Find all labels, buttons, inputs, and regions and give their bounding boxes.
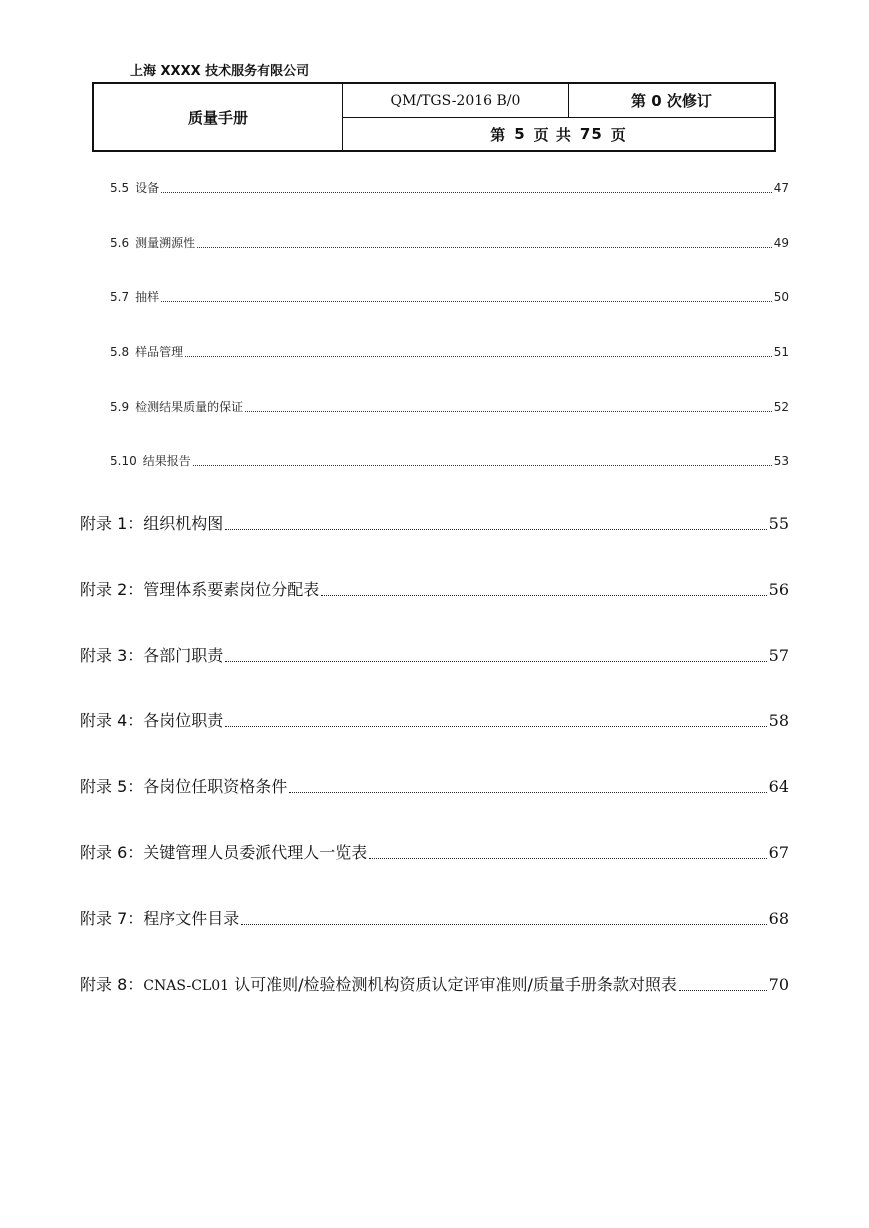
toc-entry-number: 5.5 <box>110 181 130 195</box>
dot-leader <box>225 528 766 530</box>
document-header-table <box>92 82 776 152</box>
toc-appendix-page: 58 <box>768 711 789 730</box>
toc-appendix-page: 57 <box>768 646 789 665</box>
manual-title: 质量手册 <box>94 84 343 150</box>
dot-leader <box>245 410 772 412</box>
page-prefix: 第 <box>490 125 507 144</box>
toc-appendix-page: 67 <box>768 843 789 862</box>
toc-entry-number: 5.6 <box>110 236 130 250</box>
toc-entry-page: 49 <box>773 236 789 250</box>
toc-entry-title: 检测结果质量的保证 <box>135 400 244 414</box>
toc-entry-5-10[interactable] <box>110 452 789 469</box>
toc-appendix-page: 70 <box>768 975 789 994</box>
dot-leader <box>161 300 772 302</box>
toc-entry-page: 53 <box>773 454 789 468</box>
dot-leader <box>225 725 766 727</box>
dot-leader <box>289 791 766 793</box>
toc-entry-5-8[interactable] <box>110 343 789 360</box>
toc-appendix-title: 附录 4：各岗位职责 <box>80 711 224 730</box>
page-mid: 页 共 <box>533 125 572 144</box>
toc-entry-title: 设备 <box>135 181 160 195</box>
revision-label: 第 0 次修订 <box>569 84 774 118</box>
toc-entry-number: 5.10 <box>110 454 137 468</box>
dot-leader <box>321 594 766 596</box>
page-indicator <box>343 118 774 150</box>
toc-appendix-6[interactable] <box>80 840 789 863</box>
toc-appendix-7[interactable] <box>80 906 789 929</box>
toc-entry-5-6[interactable] <box>110 234 789 251</box>
toc-appendix-title: 附录 1：组织机构图 <box>80 514 224 533</box>
toc-entry-title: 测量溯源性 <box>135 236 196 250</box>
toc-appendix-5[interactable] <box>80 774 789 797</box>
toc-appendix-8[interactable] <box>80 972 789 995</box>
toc-appendix-title <box>80 972 677 995</box>
company-name: 上海 XXXX 技术服务有限公司 <box>130 64 310 79</box>
toc-appendix-3[interactable] <box>80 643 789 666</box>
dot-leader <box>679 989 767 991</box>
toc-appendix-code: CNAS-CL01 <box>143 978 230 994</box>
dot-leader <box>369 857 766 859</box>
dot-leader <box>197 246 772 248</box>
toc-entry-number: 5.7 <box>110 290 130 304</box>
toc-entry-page: 51 <box>773 345 789 359</box>
dot-leader <box>225 660 766 662</box>
toc-appendix-title: 附录 7：程序文件目录 <box>80 909 240 928</box>
toc-entry-5-5[interactable] <box>110 179 789 196</box>
toc-appendix-prefix: 附录 8： <box>80 975 144 994</box>
document-code: QM/TGS-2016 B/0 <box>343 84 569 118</box>
toc-entry-5-7[interactable] <box>110 288 789 305</box>
toc-appendix-title: 附录 3：各部门职责 <box>80 646 224 665</box>
toc-entry-title: 结果报告 <box>142 454 191 468</box>
toc-entry-page: 52 <box>773 400 789 414</box>
toc-entry-title: 抽样 <box>135 290 160 304</box>
toc-appendix-4[interactable] <box>80 708 789 731</box>
toc-appendix-page: 68 <box>768 909 789 928</box>
toc-appendix-page: 55 <box>768 514 789 533</box>
page-number: 5 <box>514 125 526 143</box>
toc-entry-page: 47 <box>773 181 789 195</box>
page-suffix: 页 <box>610 125 627 144</box>
page-total: 75 <box>579 125 603 143</box>
toc-appendix-2[interactable] <box>80 577 789 600</box>
toc-entry-number: 5.9 <box>110 400 130 414</box>
toc-appendix-rest: 认可准则/检验检测机构资质认定评审准则/质量手册条款对照表 <box>229 975 677 994</box>
toc-appendix-1[interactable] <box>80 511 789 534</box>
toc-entry-page: 50 <box>773 290 789 304</box>
toc-entry-number: 5.8 <box>110 345 130 359</box>
dot-leader <box>161 191 772 193</box>
dot-leader <box>185 355 772 357</box>
toc-entry-5-9[interactable] <box>110 398 789 415</box>
toc-appendix-title: 附录 2：管理体系要素岗位分配表 <box>80 580 320 599</box>
dot-leader <box>241 923 766 925</box>
toc-appendix-page: 56 <box>768 580 789 599</box>
dot-leader <box>193 464 772 466</box>
toc-appendix-title: 附录 6：关键管理人员委派代理人一览表 <box>80 843 368 862</box>
toc-entry-title: 样品管理 <box>135 345 184 359</box>
toc-appendix-page: 64 <box>768 777 789 796</box>
toc-appendix-title: 附录 5：各岗位任职资格条件 <box>80 777 288 796</box>
